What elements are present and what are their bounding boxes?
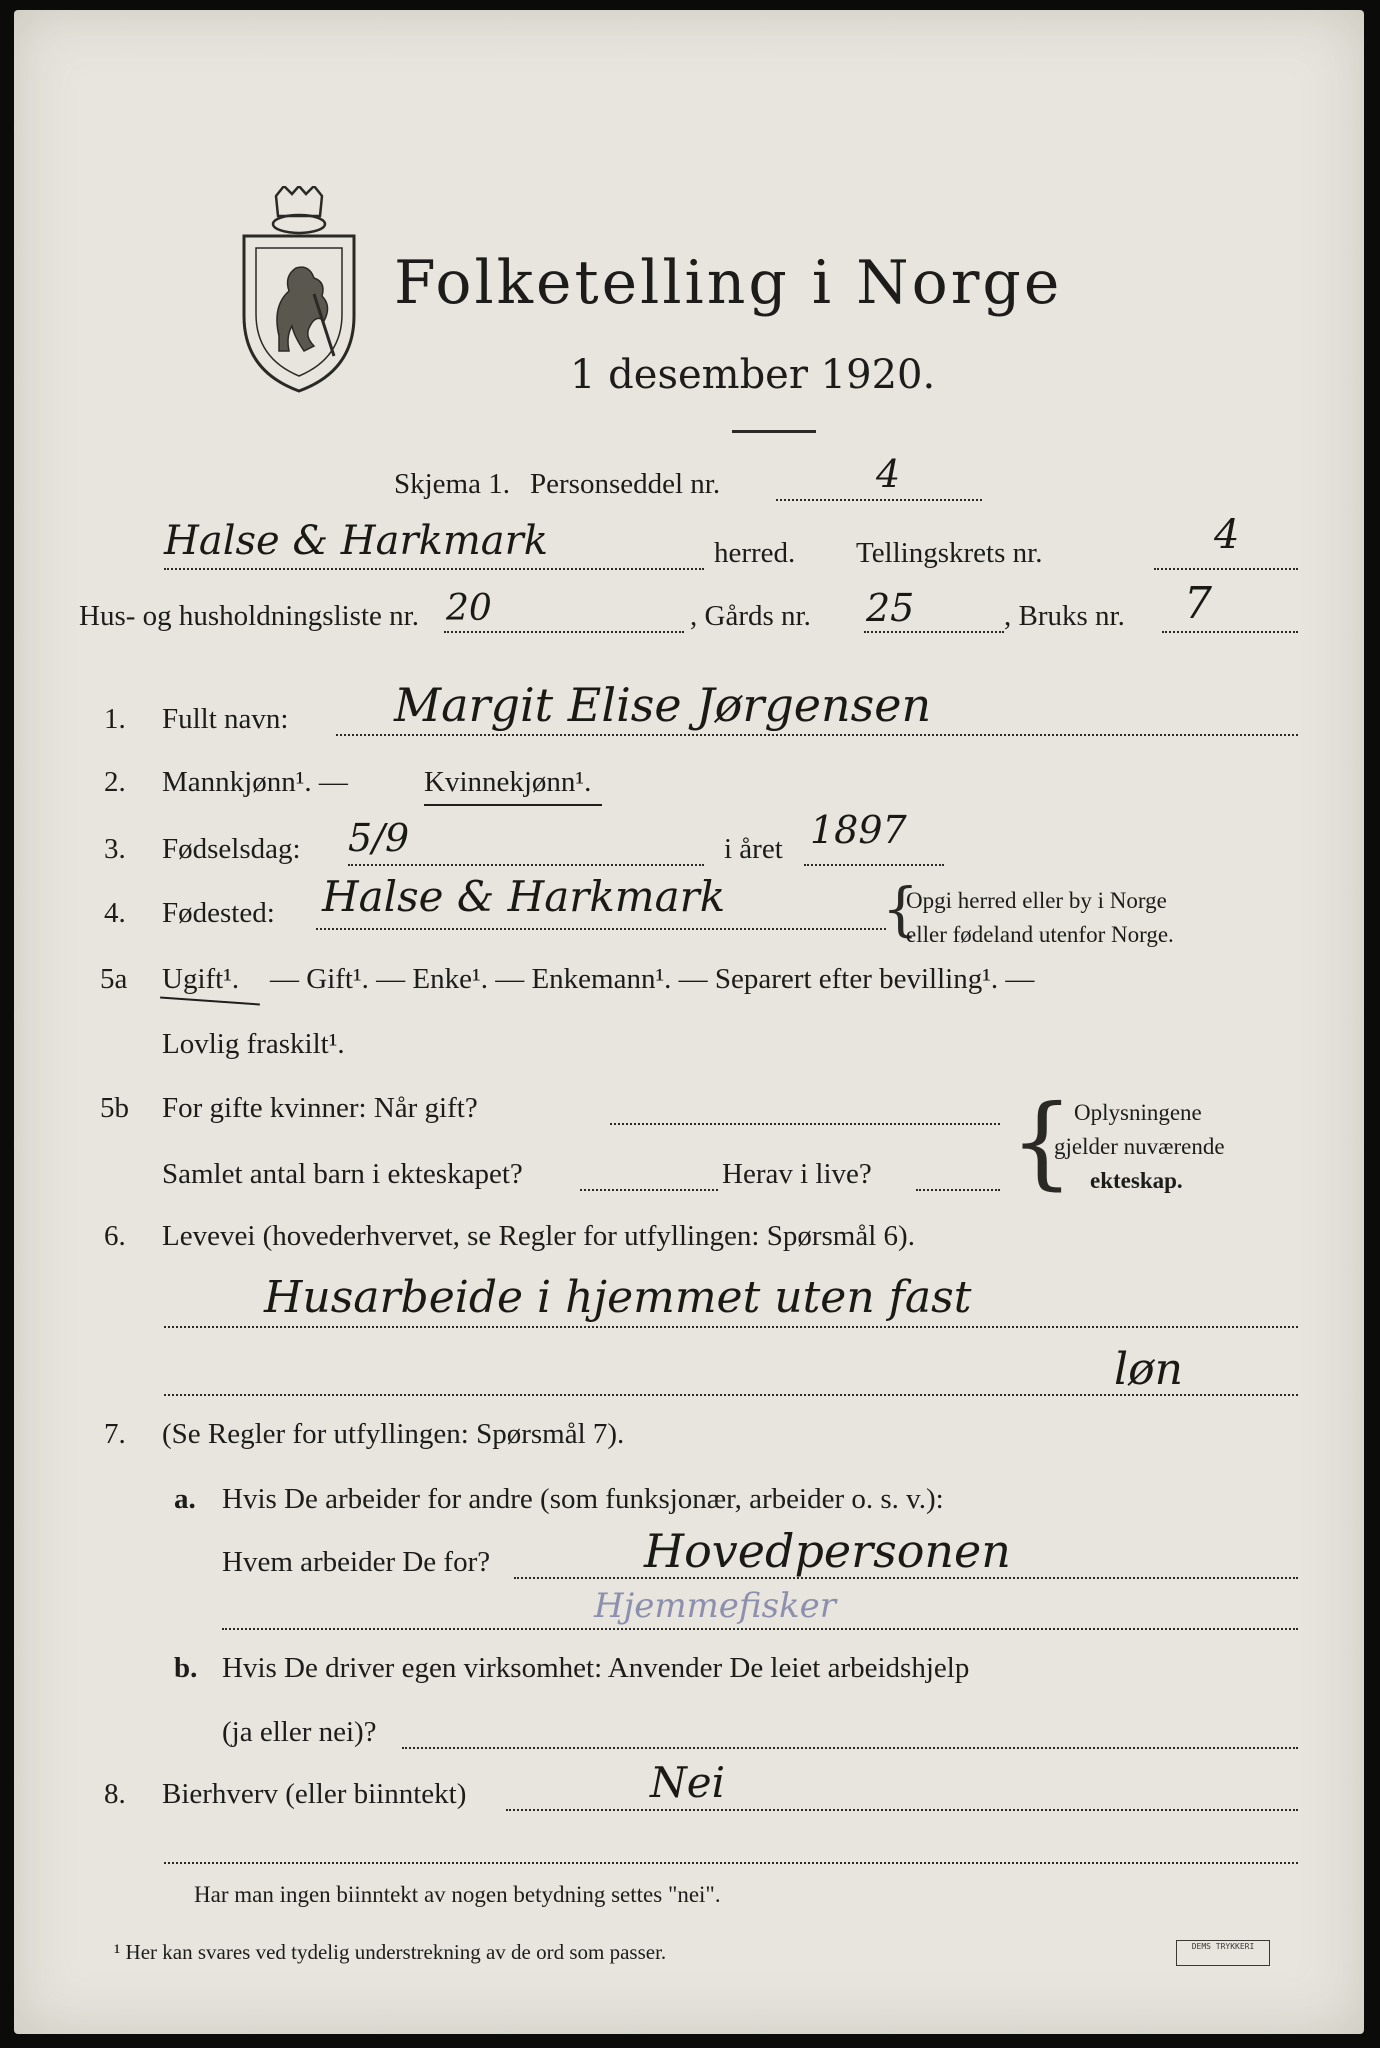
pencil-annotation: Hjemmefisker — [594, 1586, 837, 1626]
q4-note-line2: eller fødeland utenfor Norge. — [906, 922, 1174, 947]
birthplace-value: Halse & Harkmark — [322, 872, 726, 921]
skjema-label: Skjema 1. — [394, 468, 510, 500]
census-form-page — [14, 10, 1364, 2034]
q7a-label: Hvis De arbeider for andre (som funksjonær, arbeider o. s. v.): — [222, 1483, 944, 1515]
q5b-note-line1: Oplysningene — [1074, 1100, 1202, 1125]
gards-value: 25 — [866, 586, 915, 630]
footer-note: Har man ingen biinntekt av nogen betydning settes "nei". — [194, 1882, 721, 1907]
q2-male-option: Mannkjønn¹. — — [162, 766, 348, 798]
gards-dotline — [864, 631, 1004, 633]
q5b-label: For gifte kvinner: Når gift? — [162, 1092, 478, 1124]
q1-number: 1. — [104, 703, 126, 735]
q1-dotline — [336, 734, 1298, 736]
q7b-label: Hvis De driver egen virksomhet: Anvender De leiet arbeidshjelp — [222, 1652, 970, 1684]
q5b-note-brace: { — [1010, 1083, 1074, 1200]
q8-dotline-2 — [164, 1862, 1298, 1864]
herred-label: herred. — [714, 537, 796, 569]
occupation-value-line2: løn — [1114, 1344, 1183, 1395]
tellingskrets-value: 4 — [1214, 512, 1240, 558]
ugift-underline-mark — [160, 997, 260, 1006]
q8-number: 8. — [104, 1778, 126, 1810]
q4-dotline — [316, 928, 886, 930]
q4-label: Fødested: — [162, 897, 275, 929]
birth-year-value: 1897 — [810, 808, 907, 852]
title-divider — [732, 430, 816, 433]
q5a-ugift-option: Ugift¹. — [162, 963, 240, 995]
q5a-fraskilt-option: Lovlig fraskilt¹. — [162, 1028, 345, 1060]
printer-stamp: DEMS TRYKKERI — [1176, 1940, 1270, 1966]
q3-label: Fødselsdag: — [162, 833, 301, 865]
female-underline-mark — [424, 804, 602, 806]
q8-dotline — [506, 1809, 1298, 1811]
q5b-note-line2: gjelder nuværende — [1054, 1134, 1225, 1159]
q4-note-line1: Opgi herred eller by i Norge — [906, 888, 1167, 913]
q4-number: 4. — [104, 897, 126, 929]
coat-of-arms-icon — [234, 186, 364, 396]
q5b-children-label: Samlet antal barn i ekteskapet? — [162, 1158, 523, 1190]
husliste-value: 20 — [446, 588, 492, 629]
tellingskrets-dotline — [1154, 568, 1298, 570]
q7b-yesno-label: (ja eller nei)? — [222, 1716, 377, 1748]
tellingskrets-label: Tellingskrets nr. — [856, 537, 1043, 569]
personseddel-label: Personseddel nr. — [530, 468, 721, 500]
footnote: ¹ Her kan svares ved tydelig understrekning av de ord som passer. — [114, 1940, 667, 1964]
q7b-dotline — [402, 1747, 1298, 1749]
census-date: 1 desember 1920. — [570, 352, 936, 398]
q5a-number: 5a — [100, 963, 128, 995]
herred-dotline — [164, 568, 704, 570]
q3-dotline — [348, 864, 704, 866]
q5b-number: 5b — [100, 1092, 129, 1124]
q2-number: 2. — [104, 766, 126, 798]
q8-label: Bierhverv (eller biinntekt) — [162, 1778, 467, 1810]
bruks-label: , Bruks nr. — [1004, 600, 1125, 632]
bruks-value: 7 — [1184, 578, 1212, 629]
q5b-married-dotline — [610, 1123, 1000, 1125]
q1-label: Fullt navn: — [162, 703, 289, 735]
birthday-value: 5/9 — [348, 816, 410, 860]
q3-year-label: i året — [724, 833, 783, 865]
q5a-other-options: — Gift¹. — Enke¹. — Enkemann¹. — Separert efter bevilling¹. — — [270, 963, 1035, 995]
q2-female-option: Kvinnekjønn¹. — [424, 766, 592, 798]
q5b-children-dotline — [580, 1189, 718, 1191]
employer-value: Hovedpersonen — [644, 1524, 1011, 1578]
q7b-letter: b. — [174, 1652, 198, 1684]
side-income-value: Nei — [650, 1758, 726, 1807]
herred-value: Halse & Harkmark — [164, 518, 548, 564]
q6-number: 6. — [104, 1220, 126, 1252]
q6-label: Levevei (hovederhvervet, se Regler for utfyllingen: Spørsmål 6). — [162, 1220, 915, 1252]
q3-year-dotline — [804, 864, 944, 866]
personseddel-value: 4 — [876, 452, 901, 496]
q7-number: 7. — [104, 1418, 126, 1450]
husliste-label: Hus- og husholdningsliste nr. — [79, 600, 419, 632]
bruks-dotline — [1162, 631, 1298, 633]
q3-number: 3. — [104, 833, 126, 865]
q7a-dotline-2 — [222, 1628, 1298, 1630]
q7a-employer-label: Hvem arbeider De for? — [222, 1546, 491, 1578]
gards-label: , Gårds nr. — [690, 600, 811, 632]
q5b-alive-dotline — [916, 1189, 1000, 1191]
q7a-letter: a. — [174, 1483, 196, 1515]
personseddel-dotline — [776, 499, 982, 501]
full-name-value: Margit Elise Jørgensen — [394, 678, 932, 732]
q5b-alive-label: Herav i live? — [722, 1158, 872, 1190]
q6-dotline-2 — [164, 1394, 1298, 1396]
q5b-note-line3: ekteskap. — [1090, 1168, 1183, 1193]
occupation-value-line1: Husarbeide i hjemmet uten fast — [264, 1272, 972, 1323]
form-title: Folketelling i Norge — [394, 248, 1063, 318]
q6-dotline-1 — [164, 1326, 1298, 1328]
q7-label: (Se Regler for utfyllingen: Spørsmål 7). — [162, 1418, 625, 1450]
q4-note-brace: { — [882, 875, 919, 943]
husliste-dotline — [444, 631, 684, 633]
